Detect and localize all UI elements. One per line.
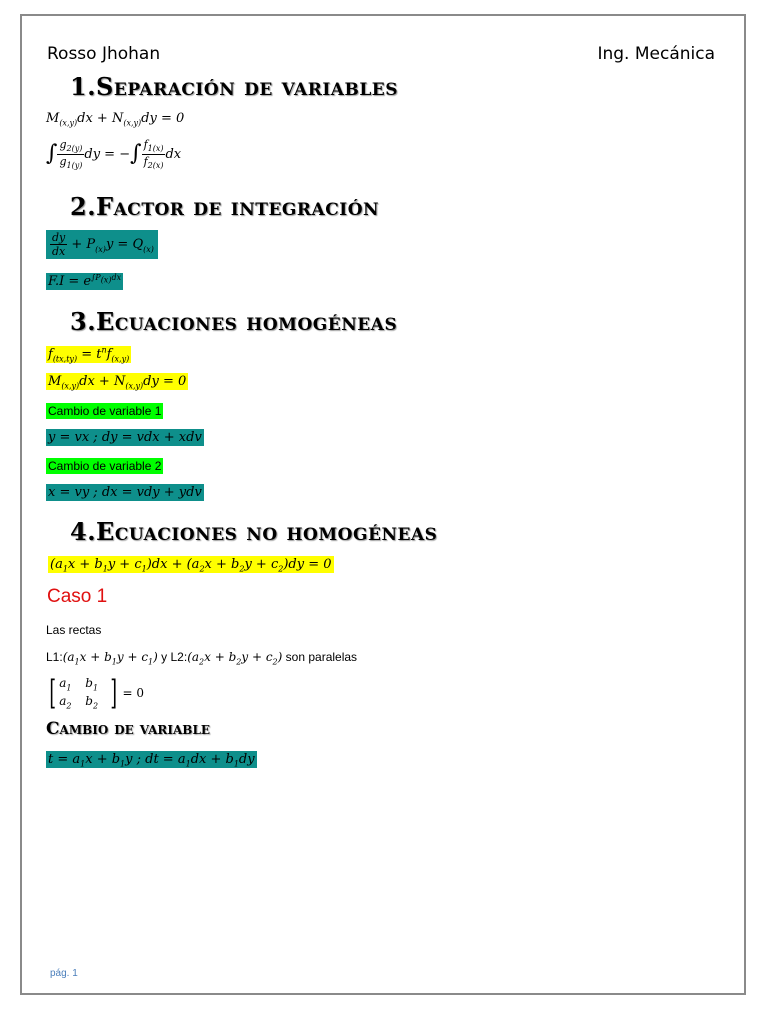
text-lines-parallel: $L1:(a_1x + b_1y + c_1)$ y $L2:(a_2x + b_2y + c_2)$ son paralelas — [46, 650, 358, 667]
equation-substitution-t: $t = a_1x + b_1y$ ; dt = $a_1dx + b_1dy$ — [48, 752, 255, 769]
case-1-heading: Caso 1 — [47, 586, 108, 607]
section-title-3: 3.Ecuaciones homogéneas — [70, 307, 398, 336]
subheading-cambio-variable: Cambio de variable — [46, 719, 211, 739]
equation-separable-integral: ∫ $\frac{g_{2(y)}}{g_{1(y)}}$ dy = −∫ $\frac{f_{1(x)}}{f_{2(x)}}$ dx — [46, 138, 182, 170]
section-title-1: 1.Separación de variables — [70, 72, 399, 101]
label-cambio-variable-1: Cambio de variable 1 — [48, 404, 162, 418]
course-name: Ing. Mecánica — [597, 44, 715, 64]
equation-homogeneous: $M_{(x,y)}dx + N_{(x,y)}dy = 0$ — [48, 374, 187, 391]
author-name: Rosso Jhohan — [47, 44, 161, 64]
equation-substitution-2: x = vy ; dx = vdy + ydv — [48, 485, 202, 500]
equation-homogeneous-def: $f_{(tx,ty)} = t^nf_{(x,y)}$ — [48, 346, 130, 364]
label-cambio-variable-2: Cambio de variable 2 — [48, 459, 162, 473]
determinant-equation: [ $a_1$ $b_1$ $a_2$ $b_2$ ] = 0 — [49, 673, 145, 714]
equation-linear: $\frac{dy}{dx}$ + $P_{(x)}y = Q_{(x)}$ — [46, 230, 158, 259]
section-title-4: 4.Ecuaciones no homogéneas — [70, 517, 438, 546]
text-las-rectas: Las rectas — [46, 623, 102, 637]
equation-substitution-1: y = vx ; dy = vdx + xdv — [48, 430, 202, 445]
equation-non-homogeneous: $(a_1x + b_1y + c_1)dx + (a_2x + b_2y + c_2)dy = 0$ — [50, 557, 332, 574]
page-number: pág. 1 — [50, 968, 78, 979]
section-title-2: 2.Factor de integración — [70, 192, 380, 221]
equation-integrating-factor: $F.I = e^{\int P_{(x)}dx}$ — [48, 273, 122, 290]
equation-separable: $M_{(x,y)}dx + N_{(x,y)}dy = 0$ — [46, 111, 185, 128]
